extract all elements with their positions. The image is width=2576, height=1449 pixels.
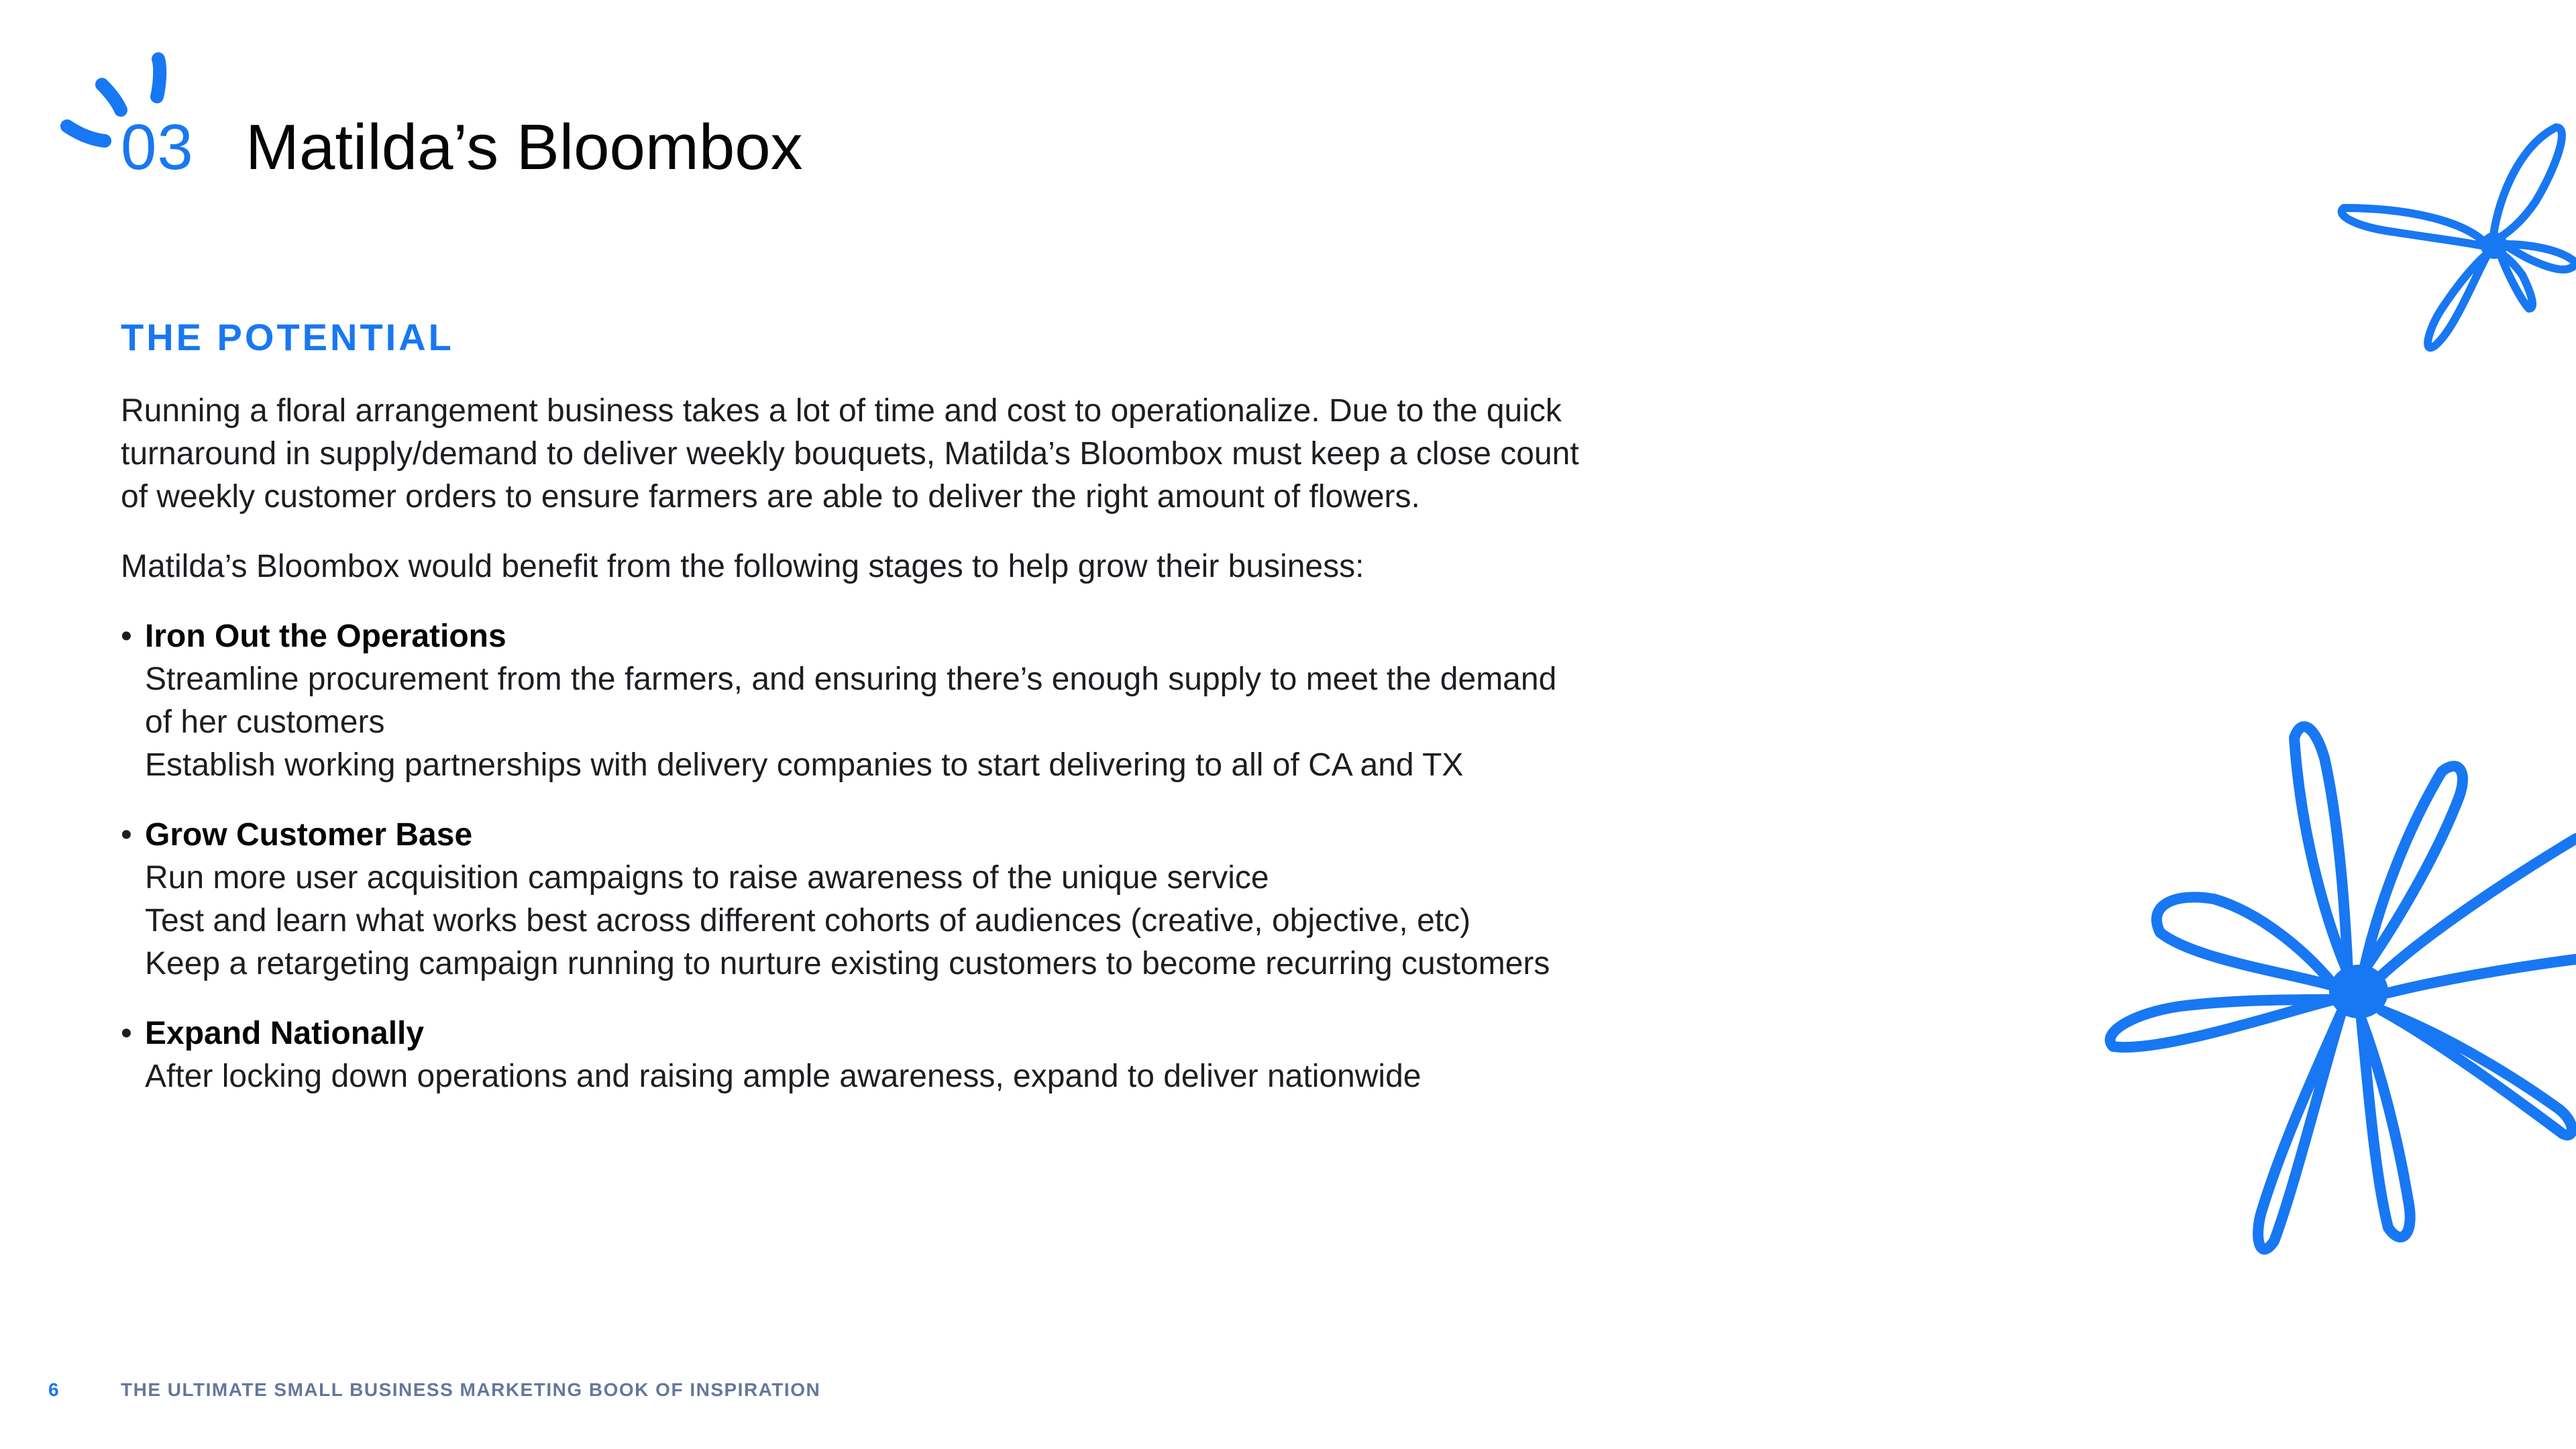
main-content	[121, 312, 1583, 1125]
stage-title: Grow Customer Base	[145, 817, 473, 853]
stage-title: Expand Nationally	[145, 1016, 425, 1051]
stage-detail: Run more user acquisition campaigns to raise awareness of the unique service	[145, 860, 1269, 896]
flower-icon	[2093, 704, 2576, 1261]
section-heading: THE POTENTIAL	[121, 316, 454, 358]
stage-detail: Keep a retargeting campaign running to nurture existing customers to become recurring customers	[145, 946, 1550, 981]
lead-in-paragraph: Matilda’s Bloombox would benefit from the following stages to help grow their business:	[121, 549, 1364, 584]
stage-item-operations	[121, 615, 1583, 787]
stage-detail: Test and learn what works best across different cohorts of audiences (creative, objective, etc)	[145, 903, 1471, 938]
page-number: 6	[48, 1379, 59, 1400]
stage-title: Iron Out the Operations	[145, 619, 506, 654]
stage-detail: After locking down operations and raising ample awareness, expand to deliver nationwide	[145, 1059, 1421, 1094]
stages-list	[121, 615, 1583, 1098]
footer-book-title: THE ULTIMATE SMALL BUSINESS MARKETING BOOK OF INSPIRATION	[121, 1379, 821, 1400]
stage-item-customer-base	[121, 814, 1583, 985]
intro-paragraph: Running a floral arrangement business takes a lot of time and cost to operationalize. Due to the quick turnaround in supply/demand to deliver weekly bouquets, Matilda’s Bloombox must keep a close count of weekly customer orders to ensure farmers are able to deliver the right amount of flowers.	[121, 393, 1579, 515]
bullet-dot: •	[121, 1016, 132, 1051]
stage-detail: Streamline procurement from the farmers, and ensuring there’s enough supply to meet the demand of her customers	[145, 661, 1557, 740]
flower-icon	[2328, 107, 2576, 362]
bullet-dot: •	[121, 817, 132, 853]
stage-item-expand	[121, 1012, 1583, 1098]
section-number: 03	[121, 111, 194, 183]
stage-detail: Establish working partnerships with delivery companies to start delivering to all of CA and TX	[145, 747, 1464, 783]
bullet-dot: •	[121, 619, 132, 654]
page-title: Matilda’s Bloombox	[246, 111, 803, 183]
